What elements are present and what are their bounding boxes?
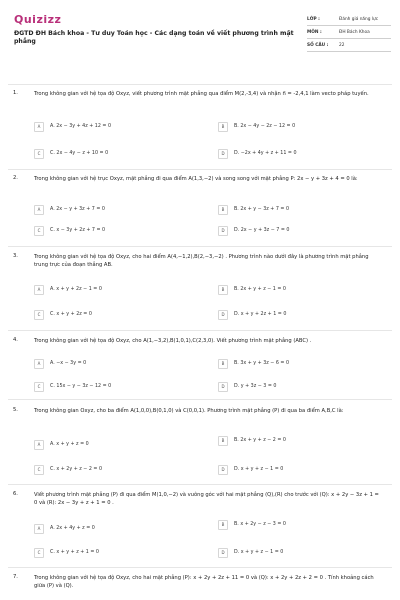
option-c[interactable] [34,225,105,236]
question-divider [8,484,392,485]
option-c[interactable] [34,148,108,159]
option-key-box: C [34,226,44,236]
option-text: B. 2x + y − 3z + 7 = 0 [234,207,290,212]
question-divider [8,330,392,331]
option-d[interactable] [218,309,286,320]
option-text: C. 2x − 4y − z + 10 = 0 [50,151,109,156]
question-divider [8,246,392,247]
option-text: A. x + y + 2z − 1 = 0 [50,287,102,292]
option-key-box: C [34,548,44,558]
meta-class-row [307,16,391,26]
option-c[interactable] [34,309,92,320]
option-key-box: C [34,149,44,159]
option-d[interactable] [218,547,283,558]
meta-class-value: Đánh giá năng lực [339,17,379,22]
question-text: Trong không gian với hệ tọa độ Oxyz, cho hai điểm A(4,−1,2),B(2,−3,−2) . Phương trình nào dưới đây là phương trình mặt phẳng trung trực của đoạn thẳng AB. [34,254,369,269]
question-text: Trong không gian với hệ trục Oxyz, mặt phẳng đi qua điểm A(1,3,−2) và song song với mặt phẳng P: 2x − y + 3z + 4 = 0 là: [34,176,358,182]
option-key-box: C [34,382,44,392]
option-text: B. 2x − 4y − 2z − 12 = 0 [234,124,296,129]
option-text: B. 3x + y + 3z − 6 = 0 [234,361,290,366]
option-key-box: A [34,285,44,295]
option-key-box: B [218,520,228,530]
option-text: D. x + y + 2z + 1 = 0 [234,312,287,317]
option-text: D. 2x − y + 3z − 7 = 0 [234,228,290,233]
option-b[interactable] [218,284,286,295]
option-b[interactable] [218,519,286,530]
option-text: D. x + y + z − 1 = 0 [234,467,284,472]
option-text: C. x + 2y + z − 2 = 0 [50,467,103,472]
option-key-box: B [218,205,228,215]
option-text: B. 2x + y + z − 1 = 0 [234,287,286,292]
option-b[interactable] [218,435,286,446]
option-key-box: A [34,524,44,534]
option-text: D. y + 3z − 3 = 0 [234,384,277,389]
worksheet-title: ĐGTD ĐH Bách khoa - Tư duy Toán học - Các dạng toán về viết phương trình mặt phẳng [14,30,294,46]
option-a[interactable] [34,284,102,295]
option-key-box: D [218,226,228,236]
quizizz-logo: Quizizz [14,13,62,26]
meta-subject-label: MÔN : [307,30,322,35]
question-number: 4. [13,337,18,343]
option-b[interactable] [218,204,289,215]
option-d[interactable] [218,464,283,475]
question-number: 6. [13,491,18,497]
option-d[interactable] [218,225,289,236]
option-a[interactable] [34,121,111,132]
option-c[interactable] [34,381,111,392]
question-number: 7. [13,574,18,580]
option-key-box: B [218,436,228,446]
option-text: B. x + 2y − z − 3 = 0 [234,522,286,527]
option-text: C. x + y + 2z = 0 [50,312,92,317]
option-key-box: D [218,465,228,475]
option-a[interactable] [34,358,86,369]
option-text: B. 2x + y + z − 2 = 0 [234,438,286,443]
option-a[interactable] [34,204,105,215]
question-number: 3. [13,253,18,259]
option-key-box: B [218,122,228,132]
question-text: Trong không gian với hệ tọa độ Oxyz, cho A(1,−3,2),B(1,0,1),C(2,3,0). Viết phương trình mặt phẳng (ABC) . [34,338,312,344]
option-key-box: B [218,285,228,295]
option-key-box: D [218,382,228,392]
option-c[interactable] [34,464,102,475]
option-text: C. x − 3y + 2z + 7 = 0 [50,228,106,233]
meta-subject-value: ĐH Bách Khoa [339,30,370,35]
option-text: D. −2x + 4y + z + 11 = 0 [234,151,297,156]
question-text: Viết phương trình mặt phẳng (P) đi qua điểm M(1,0,−2) và vuông góc với hai mặt phẳng (Q),(R) cho trước với (Q): x + 2y − 3z + 1 = 0 và (R): 2x − 3y + z + 1 = 0 . [34,492,379,507]
option-key-box: A [34,205,44,215]
option-b[interactable] [218,358,289,369]
option-d[interactable] [218,381,276,392]
option-b[interactable] [218,121,295,132]
option-key-box: A [34,359,44,369]
option-key-box: D [218,310,228,320]
option-d[interactable] [218,148,297,159]
option-a[interactable] [34,439,89,450]
question-text: Trong không gian Oxyz, cho ba điểm A(1,0,0),B(0,1,0) và C(0,0,1). Phương trình mặt phẳng (P) đi qua ba điểm A,B,C là: [34,408,344,414]
meta-count-value: 22 [339,43,345,48]
meta-count-label: SỐ CÂU : [307,43,329,48]
worksheet-header [0,0,400,72]
question-number: 2. [13,175,18,181]
meta-subject-row [307,29,391,39]
option-text: A. −x − 3y = 0 [50,361,87,366]
option-key-box: B [218,359,228,369]
option-key-box: A [34,440,44,450]
option-key-box: A [34,122,44,132]
question-number: 5. [13,407,18,413]
option-key-box: C [34,465,44,475]
meta-class-label: LỚP : [307,17,320,22]
question-number: 1. [13,90,18,96]
worksheet-meta [307,16,391,55]
option-text: A. 2x + 4y + z = 0 [50,526,95,531]
option-a[interactable] [34,523,95,534]
question-divider [8,567,392,568]
option-c[interactable] [34,547,99,558]
question-divider [8,169,392,170]
option-key-box: D [218,548,228,558]
option-key-box: C [34,310,44,320]
option-key-box: D [218,149,228,159]
option-text: C. x + y + z + 1 = 0 [50,550,99,555]
meta-count-row [307,42,391,52]
question-divider [8,84,392,85]
option-text: A. 2x − 3y + 4z + 12 = 0 [50,124,112,129]
option-text: C. 15x − y − 3z − 12 = 0 [50,384,112,389]
option-text: A. 2x − y + 3z + 7 = 0 [50,207,105,212]
option-text: D. x + y + z − 1 = 0 [234,550,284,555]
option-text: A. x + y + z = 0 [50,442,89,447]
question-divider [8,399,392,400]
question-text: Trong không gian với hệ tọa độ Oxyz, cho hai mặt phẳng (P): x + 2y + 2z + 11 = 0 và (Q): x + 2y + 2z + 2 = 0 . Tính khoảng cách giữa (P) và (Q). [34,575,374,590]
question-text: Trong không gian với hệ tọa độ Oxyz, viết phương trình mặt phẳng qua điểm M(2,-3,4) và nhận n⃗ = -2,4,1 làm vecto pháp tuyến. [34,91,369,97]
